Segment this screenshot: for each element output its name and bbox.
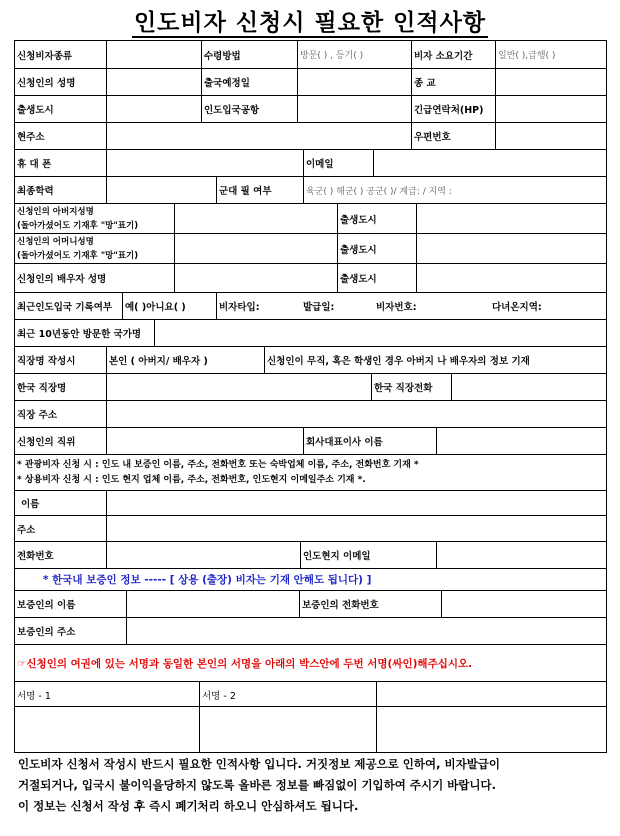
row-signature-boxes (15, 707, 606, 752)
position-field[interactable] (107, 428, 304, 454)
signature-1-box[interactable] (15, 707, 200, 752)
row-countries-visited (15, 320, 606, 347)
row-guarantor-address (15, 618, 606, 645)
row-visa-type (15, 41, 606, 69)
birth-city-field[interactable] (107, 96, 202, 122)
application-form (14, 40, 607, 753)
label-mother-birth-city: 출생도시 (338, 234, 417, 263)
visa-notes (15, 455, 606, 490)
label-position: 신청인의 직위 (15, 428, 107, 454)
row-signature-labels (15, 682, 606, 707)
label-guarantor-address: 보증인의 주소 (15, 618, 127, 644)
label-applicant-name: 신청인의 성명 (15, 69, 107, 95)
label-employer-write: 직장명 작성시 (15, 347, 107, 373)
label-father-name-line1: 신청인의 아버지성명 (17, 206, 94, 217)
father-birth-city-field[interactable] (417, 204, 606, 233)
label-religion: 종 교 (412, 69, 496, 95)
employer-note: 신청인이 무직, 혹은 학생인 경우 아버지 나 배우자의 정보 기재 (267, 356, 530, 367)
tourist-visa-note: * 관광비자 신청 시 : 인도 내 보증인 이름, 주소, 전화번호 또는 숙박업체 이름, 주소, 전화번호 기재 * (17, 460, 419, 470)
label-visa-number: 비자번호: (376, 302, 417, 313)
row-father (15, 204, 606, 234)
recent-india-visit-field[interactable]: 예( )아니요( ) (123, 293, 217, 319)
label-india-phone: 전화번호 (15, 542, 107, 568)
signature-note: ☞신청인의 여권에 있는 서명과 동일한 본인의 서명을 아래의 박스안에 두번 서명(싸인)해주십시오. (17, 657, 473, 670)
row-guarantor-note (15, 569, 606, 591)
row-mother (15, 234, 606, 264)
label-india-address: 주소 (15, 516, 107, 541)
label-visited-region: 다녀온지역: (492, 302, 542, 313)
india-phone-field[interactable] (107, 542, 301, 568)
label-spouse-name: 신청인의 배우자 성명 (15, 264, 175, 292)
guarantor-name-field[interactable] (127, 591, 300, 617)
signature-spare-box (377, 707, 606, 752)
postal-code-field[interactable] (496, 123, 606, 149)
label-ceo-name: 회사대표이사 이름 (304, 428, 437, 454)
label-emergency-contact: 긴급연락처(HP) (412, 96, 496, 122)
signature-2-box[interactable] (200, 707, 377, 752)
employer-owner-field[interactable]: 본인 ( 아버지/ 배우자 ) (107, 347, 265, 373)
row-india-name (15, 491, 606, 516)
countries-visited-field[interactable] (155, 320, 606, 346)
label-mobile: 휴 대 폰 (15, 150, 107, 176)
label-india-email: 인도현지 이메일 (301, 542, 437, 568)
row-spouse (15, 264, 606, 293)
father-name-field[interactable] (175, 204, 338, 233)
row-india-phone (15, 542, 606, 569)
spouse-birth-city-field[interactable] (417, 264, 606, 292)
departure-date-field[interactable] (298, 69, 412, 95)
label-company-name: 한국 직장명 (15, 374, 107, 400)
label-company-phone: 한국 직장전화 (372, 374, 452, 400)
label-departure-date: 출국예정일 (202, 69, 298, 95)
row-birth-city (15, 96, 606, 123)
guarantor-note: * 한국내 보증인 정보 ----- [ 상용 (출장) 비자는 기재 안해도 됩니다) ] (43, 574, 372, 586)
row-position (15, 428, 606, 455)
education-field[interactable] (107, 177, 217, 203)
label-birth-city: 출생도시 (15, 96, 107, 122)
label-father-name-line2: (돌아가셨어도 기재후 "망"표기) (17, 220, 139, 231)
emergency-contact-field[interactable] (496, 96, 606, 122)
row-company (15, 374, 606, 401)
label-receive-method: 수령방법 (202, 41, 298, 68)
label-guarantor-name: 보증인의 이름 (15, 591, 127, 617)
row-visa-notes (15, 455, 606, 491)
label-current-address: 현주소 (15, 123, 107, 149)
label-visa-duration: 비자 소요기간 (412, 41, 496, 68)
label-military: 군대 필 여부 (217, 177, 304, 203)
label-email: 이메일 (304, 150, 374, 176)
row-india-visit (15, 293, 606, 320)
label-spouse-birth-city: 출생도시 (338, 264, 417, 292)
label-entry-airport: 인도입국공항 (202, 96, 298, 122)
applicant-name-field[interactable] (107, 69, 202, 95)
india-address-field[interactable] (107, 516, 606, 541)
label-company-address: 직장 주소 (15, 401, 107, 427)
business-visa-note: * 상용비자 신청 시 : 인도 현지 업체 이름, 주소, 전화번호, 인도현지 이메일주소 기재 *. (17, 475, 366, 485)
label-postal-code: 우편번호 (412, 123, 496, 149)
label-mother-name-line2: (돌아가셨어도 기재후 "망"표기) (17, 250, 139, 261)
guarantor-phone-field[interactable] (442, 591, 606, 617)
row-company-address (15, 401, 606, 428)
spouse-name-field[interactable] (175, 264, 338, 292)
title-text: 인도비자 신청시 필요한 인적사항 (133, 10, 487, 36)
visa-type-field[interactable] (107, 41, 202, 68)
label-prev-visa-type: 비자타입: (219, 302, 260, 313)
footer-line-1: 인도비자 신청서 작성시 반드시 필요한 인적사항 입니다. 거짓정보 제공으로 인하여, 비자발급이 (18, 757, 501, 771)
label-guarantor-phone: 보증인의 전화번호 (300, 591, 442, 617)
label-recent-india-visit: 최근인도입국 기록여부 (15, 293, 123, 319)
row-education (15, 177, 606, 204)
label-india-name: 이름 (15, 491, 107, 515)
row-employer-note (15, 347, 606, 374)
company-address-field[interactable] (107, 401, 606, 427)
visa-duration-field[interactable]: 일반( ),급행( ) (498, 51, 556, 61)
signature-spare-top (377, 682, 606, 706)
label-education: 최종학력 (15, 177, 107, 203)
mother-birth-city-field[interactable] (417, 234, 606, 263)
label-issue-date: 발급일: (303, 302, 335, 313)
row-signature-note (15, 645, 606, 682)
company-name-field[interactable] (107, 374, 372, 400)
label-countries-visited: 최근 10년동안 방문한 국가명 (15, 320, 155, 346)
signature-1-label: 서명 - 1 (15, 682, 200, 706)
company-phone-field[interactable] (452, 374, 606, 400)
page-title (0, 4, 620, 37)
footer-line-3: 이 정보는 신청서 작성 후 즉시 폐기처리 하오니 안심하셔도 됩니다. (18, 799, 359, 813)
row-guarantor-name (15, 591, 606, 618)
mother-name-field[interactable] (175, 234, 338, 263)
religion-field[interactable] (496, 69, 606, 95)
india-name-field[interactable] (107, 491, 606, 515)
footer-line-2: 거절되거나, 입국시 불이익을당하지 않도록 올바른 정보를 빠짐없이 기입하여 주시기 바랍니다. (18, 778, 497, 792)
guarantor-address-field[interactable] (127, 618, 606, 644)
military-field[interactable]: 육군( ) 해군( ) 공군( )/ 계급: / 지역 : (306, 186, 452, 197)
india-email-field[interactable] (437, 542, 606, 568)
label-father-birth-city: 출생도시 (338, 204, 417, 233)
ceo-name-field[interactable] (437, 428, 606, 454)
label-mother-name-line1: 신청인의 어머니성명 (17, 236, 94, 247)
row-address (15, 123, 606, 150)
mobile-field[interactable] (107, 150, 304, 176)
current-address-field[interactable] (107, 123, 412, 149)
label-mother-name (15, 234, 175, 263)
footer-notice (18, 754, 608, 817)
entry-airport-field[interactable] (298, 96, 412, 122)
row-india-address (15, 516, 606, 542)
signature-2-label: 서명 - 2 (200, 682, 377, 706)
row-phone (15, 150, 606, 177)
label-father-name (15, 204, 175, 233)
label-visa-type: 신청비자종류 (15, 41, 107, 68)
receive-method-field[interactable]: 방문( ) , 등기( ) (298, 41, 412, 68)
email-field[interactable] (374, 150, 606, 176)
row-name (15, 69, 606, 96)
